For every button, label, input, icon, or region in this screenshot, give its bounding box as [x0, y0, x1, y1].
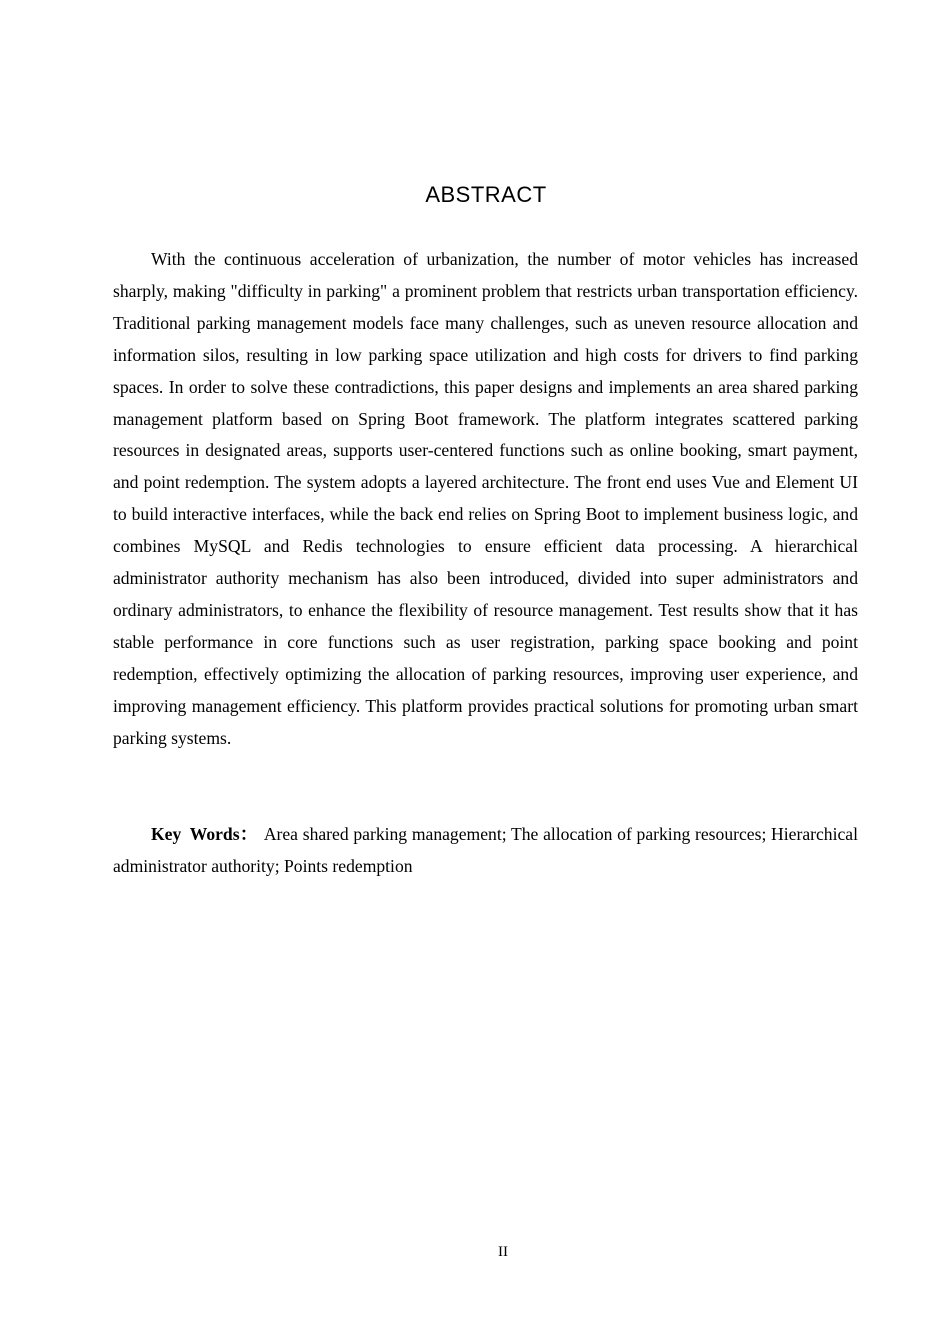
page-number: II — [498, 1244, 508, 1260]
keywords-separator: ： — [239, 824, 258, 844]
abstract-paragraph: With the continuous acceleration of urbanization, the number of motor vehicles has increased sharply, making "difficulty in parking" a prominent problem that restricts urban transportation efficiency. Traditional parking management models face many challenges, such as uneven resource allocation and information silos, resulting in low parking space utilization and high costs for drivers to find parking spaces. In order to solve these contradictions, this paper designs and implements an area shared parking management platform based on Spring Boot framework. The platform integrates scattered parking resources in designated areas, supports user-centered functions such as online booking, smart payment, and point redemption. The system adopts a layered architecture. The front end uses Vue and Element UI to build interactive interfaces, while the back end relies on Spring Boot to implement business logic, and combines MySQL and Redis technologies to ensure efficient data processing. A hierarchical administrator authority mechanism has also been introduced, divided into super administrators and ordinary administrators, to enhance the flexibility of resource management. Test results show that it has stable performance in core functions such as user registration, parking space booking and point redemption, effectively optimizing the allocation of parking resources, improving user experience, and improving management efficiency. This platform provides practical solutions for promoting urban smart parking systems. — [113, 249, 858, 748]
keywords-text: Area shared parking management; The allocation of parking resources; Hierarchical administrator authority; Points redemption — [113, 824, 858, 876]
keywords-paragraph — [113, 819, 858, 883]
abstract-title: ABSTRACT — [425, 182, 547, 207]
keywords-label: Key Words — [151, 824, 240, 844]
